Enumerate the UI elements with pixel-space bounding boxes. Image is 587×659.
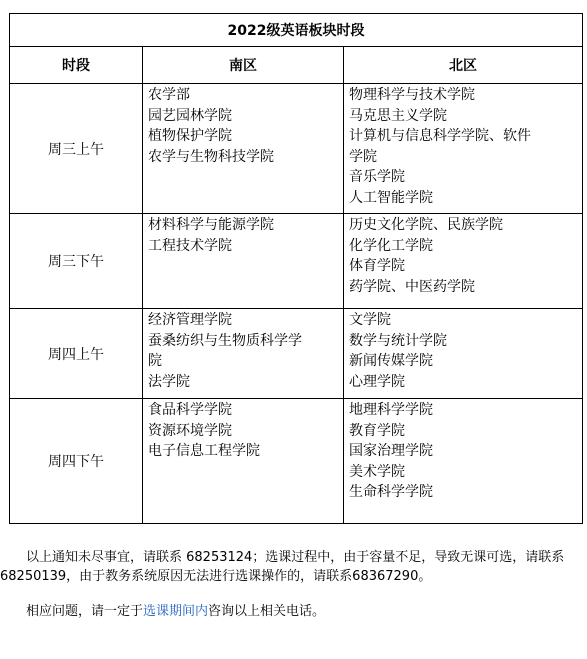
college-item: 体育学院 xyxy=(349,258,405,274)
college-item: 计算机与信息科学学院、软件 xyxy=(349,128,531,144)
north-colleges xyxy=(344,399,583,524)
college-item: 马克思主义学院 xyxy=(349,107,447,124)
college-item: 化学化工学院 xyxy=(349,237,433,254)
college-item: 食品科学学院 xyxy=(148,402,232,418)
college-item: 农学与生物科技学院 xyxy=(148,148,274,165)
header-period: 时段 xyxy=(10,47,143,84)
period-cell: 周三上午 xyxy=(10,84,143,214)
table-title: 2022级英语板块时段 xyxy=(10,14,583,47)
college-item: 教育学院 xyxy=(349,422,405,439)
college-item: 学院 xyxy=(349,148,377,165)
college-item: 音乐学院 xyxy=(349,169,405,185)
period-cell: 周四上午 xyxy=(10,309,143,399)
reminder-text-before: 相应问题，请一定于 xyxy=(26,604,144,619)
college-item: 药学院、中医药学院 xyxy=(349,278,475,295)
college-item: 资源环境学院 xyxy=(148,422,232,439)
college-item: 心理学院 xyxy=(349,373,405,390)
south-colleges xyxy=(143,309,344,399)
college-item: 植物保护学院 xyxy=(148,128,232,144)
college-item: 院 xyxy=(148,353,162,369)
college-item: 园艺园林学院 xyxy=(148,107,232,124)
college-item: 地理科学学院 xyxy=(349,402,433,418)
college-item: 历史文化学院、民族学院 xyxy=(349,217,503,233)
college-item: 文学院 xyxy=(349,312,391,328)
table-row xyxy=(10,309,583,399)
north-colleges xyxy=(344,309,583,399)
contact-text: 以上通知未尽事宜，请联系 68253124；选课过程中，由于容量不足，导致无课可选，请联系 68250139，由于教务系统原因无法进行选课操作的，请联系68367290。 xyxy=(0,550,565,584)
reminder-text-after: 咨询以上相关电话。 xyxy=(208,604,326,619)
reminder-paragraph xyxy=(0,602,580,621)
college-item: 人工智能学院 xyxy=(349,189,433,206)
college-item: 工程技术学院 xyxy=(148,237,232,254)
college-item: 电子信息工程学院 xyxy=(148,443,260,459)
south-colleges xyxy=(143,214,344,309)
table-row xyxy=(10,84,583,214)
college-item: 美术学院 xyxy=(349,463,405,480)
table-row xyxy=(10,214,583,309)
header-south: 南区 xyxy=(143,47,344,84)
college-item: 数学与统计学院 xyxy=(349,332,447,349)
header-north: 北区 xyxy=(344,47,583,84)
contact-paragraph xyxy=(0,548,580,586)
notes-section xyxy=(0,548,580,621)
north-colleges xyxy=(344,84,583,214)
college-item: 法学院 xyxy=(148,373,190,390)
college-item: 新闻传媒学院 xyxy=(349,353,433,369)
college-item: 国家治理学院 xyxy=(349,443,433,459)
college-item: 农学部 xyxy=(148,87,190,103)
college-item: 材料科学与能源学院 xyxy=(148,217,274,233)
south-colleges xyxy=(143,399,344,524)
college-item: 物理科学与技术学院 xyxy=(349,87,475,103)
college-item: 蚕桑纺织与生物质科学学 xyxy=(148,332,302,349)
period-cell: 周三下午 xyxy=(10,214,143,309)
period-cell: 周四下午 xyxy=(10,399,143,524)
college-item: 生命科学学院 xyxy=(349,484,433,500)
course-selection-period-link[interactable]: 选课期间内 xyxy=(143,604,209,619)
college-item: 经济管理学院 xyxy=(148,312,232,328)
table-row xyxy=(10,399,583,524)
schedule-table xyxy=(9,13,583,524)
south-colleges xyxy=(143,84,344,214)
north-colleges xyxy=(344,214,583,309)
